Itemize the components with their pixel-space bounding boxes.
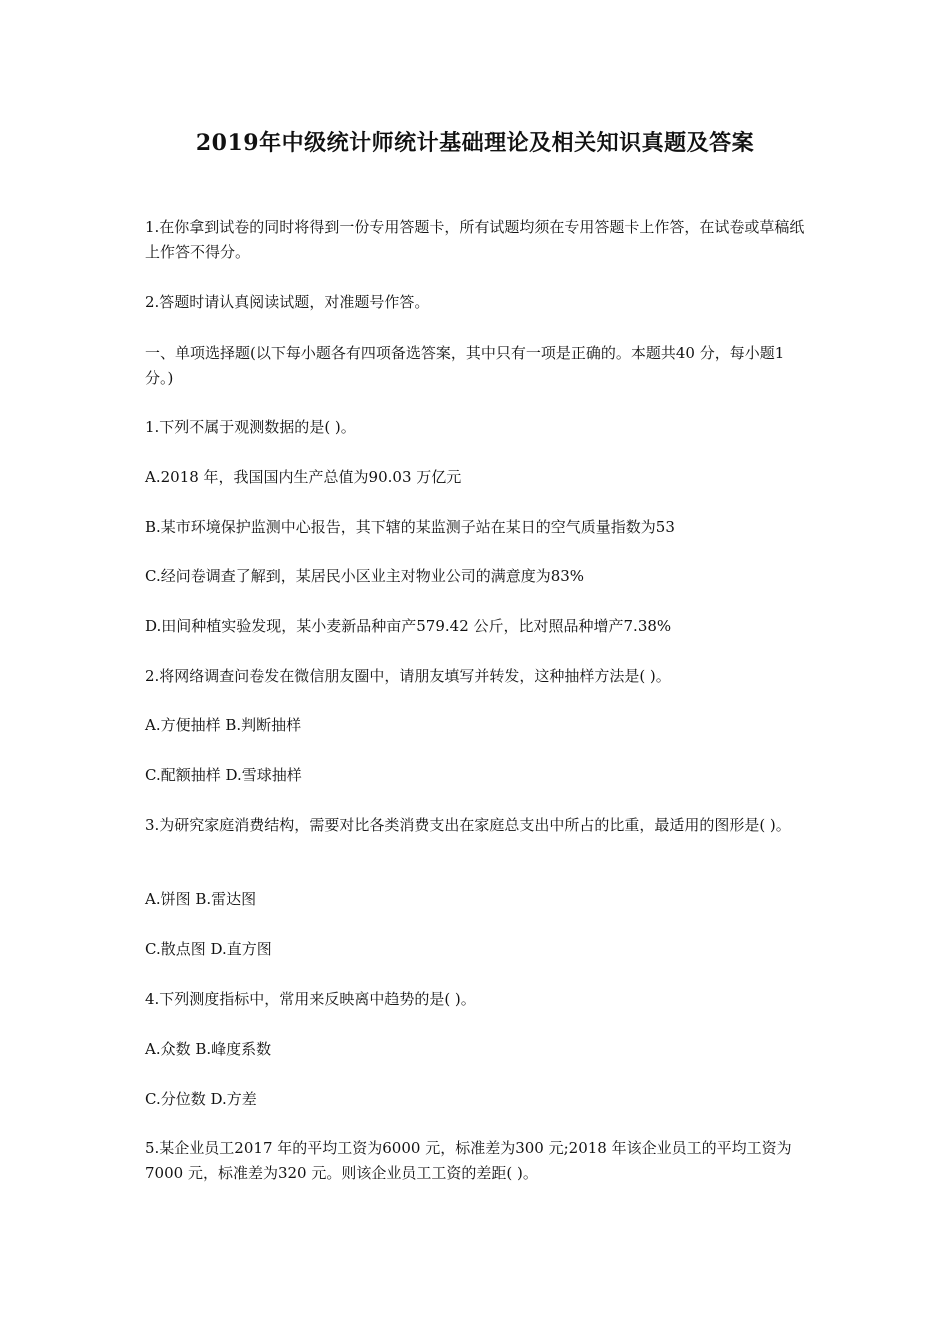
question-3-stem: 3.为研究家庭消费结构，需要对比各类消费支出在家庭总支出中所占的比重，最适用的图形是( )。 [145, 816, 791, 834]
page-title: 2019年中级统计师统计基础理论及相关知识真题及答案 [195, 130, 755, 156]
question-3-options-ab: A.饼图 B.雷达图 [145, 890, 257, 908]
instruction-note-2: 2.答题时请认真阅读试题，对准题号作答。 [145, 293, 430, 311]
question-2-options-ab: A.方便抽样 B.判断抽样 [145, 716, 302, 734]
question-4-stem: 4.下列测度指标中，常用来反映离中趋势的是( )。 [145, 990, 476, 1008]
question-2-stem: 2.将网络调查问卷发在微信朋友圈中，请朋友填写并转发，这种抽样方法是( )。 [145, 667, 671, 685]
question-1-option-c: C.经问卷调查了解到，某居民小区业主对物业公司的满意度为83% [145, 567, 585, 585]
question-4-options-ab: A.众数 B.峰度系数 [145, 1040, 272, 1058]
question-4-options-cd: C.分位数 D.方差 [145, 1090, 257, 1108]
instruction-note-1: 1.在你拿到试卷的同时将得到一份专用答题卡，所有试题均须在专用答题卡上作答，在试卷或草稿纸上作答不得分。 [145, 218, 805, 261]
question-1-option-b: B.某市环境保护监测中心报告，其下辖的某监测子站在某日的空气质量指数为53 [145, 518, 675, 536]
question-1-option-d: D.田间种植实验发现，某小麦新品种亩产579.42 公斤，比对照品种增产7.38% [145, 617, 672, 635]
question-1-option-a: A.2018 年，我国国内生产总值为90.03 万亿元 [145, 468, 462, 486]
question-1-stem: 1.下列不属于观测数据的是( )。 [145, 418, 356, 436]
question-2-options-cd: C.配额抽样 D.雪球抽样 [145, 766, 302, 784]
question-3-options-cd: C.散点图 D.直方图 [145, 940, 272, 958]
section-heading: 一、单项选择题(以下每小题各有四项备选答案，其中只有一项是正确的。本题共40 分，每小题1 分。) [145, 344, 785, 387]
question-5-stem: 5.某企业员工2017 年的平均工资为6000 元，标准差为300 元;2018 年该企业员工的平均工资为7000 元，标准差为320 元。则该企业员工工资的差距( )。 [145, 1139, 792, 1182]
